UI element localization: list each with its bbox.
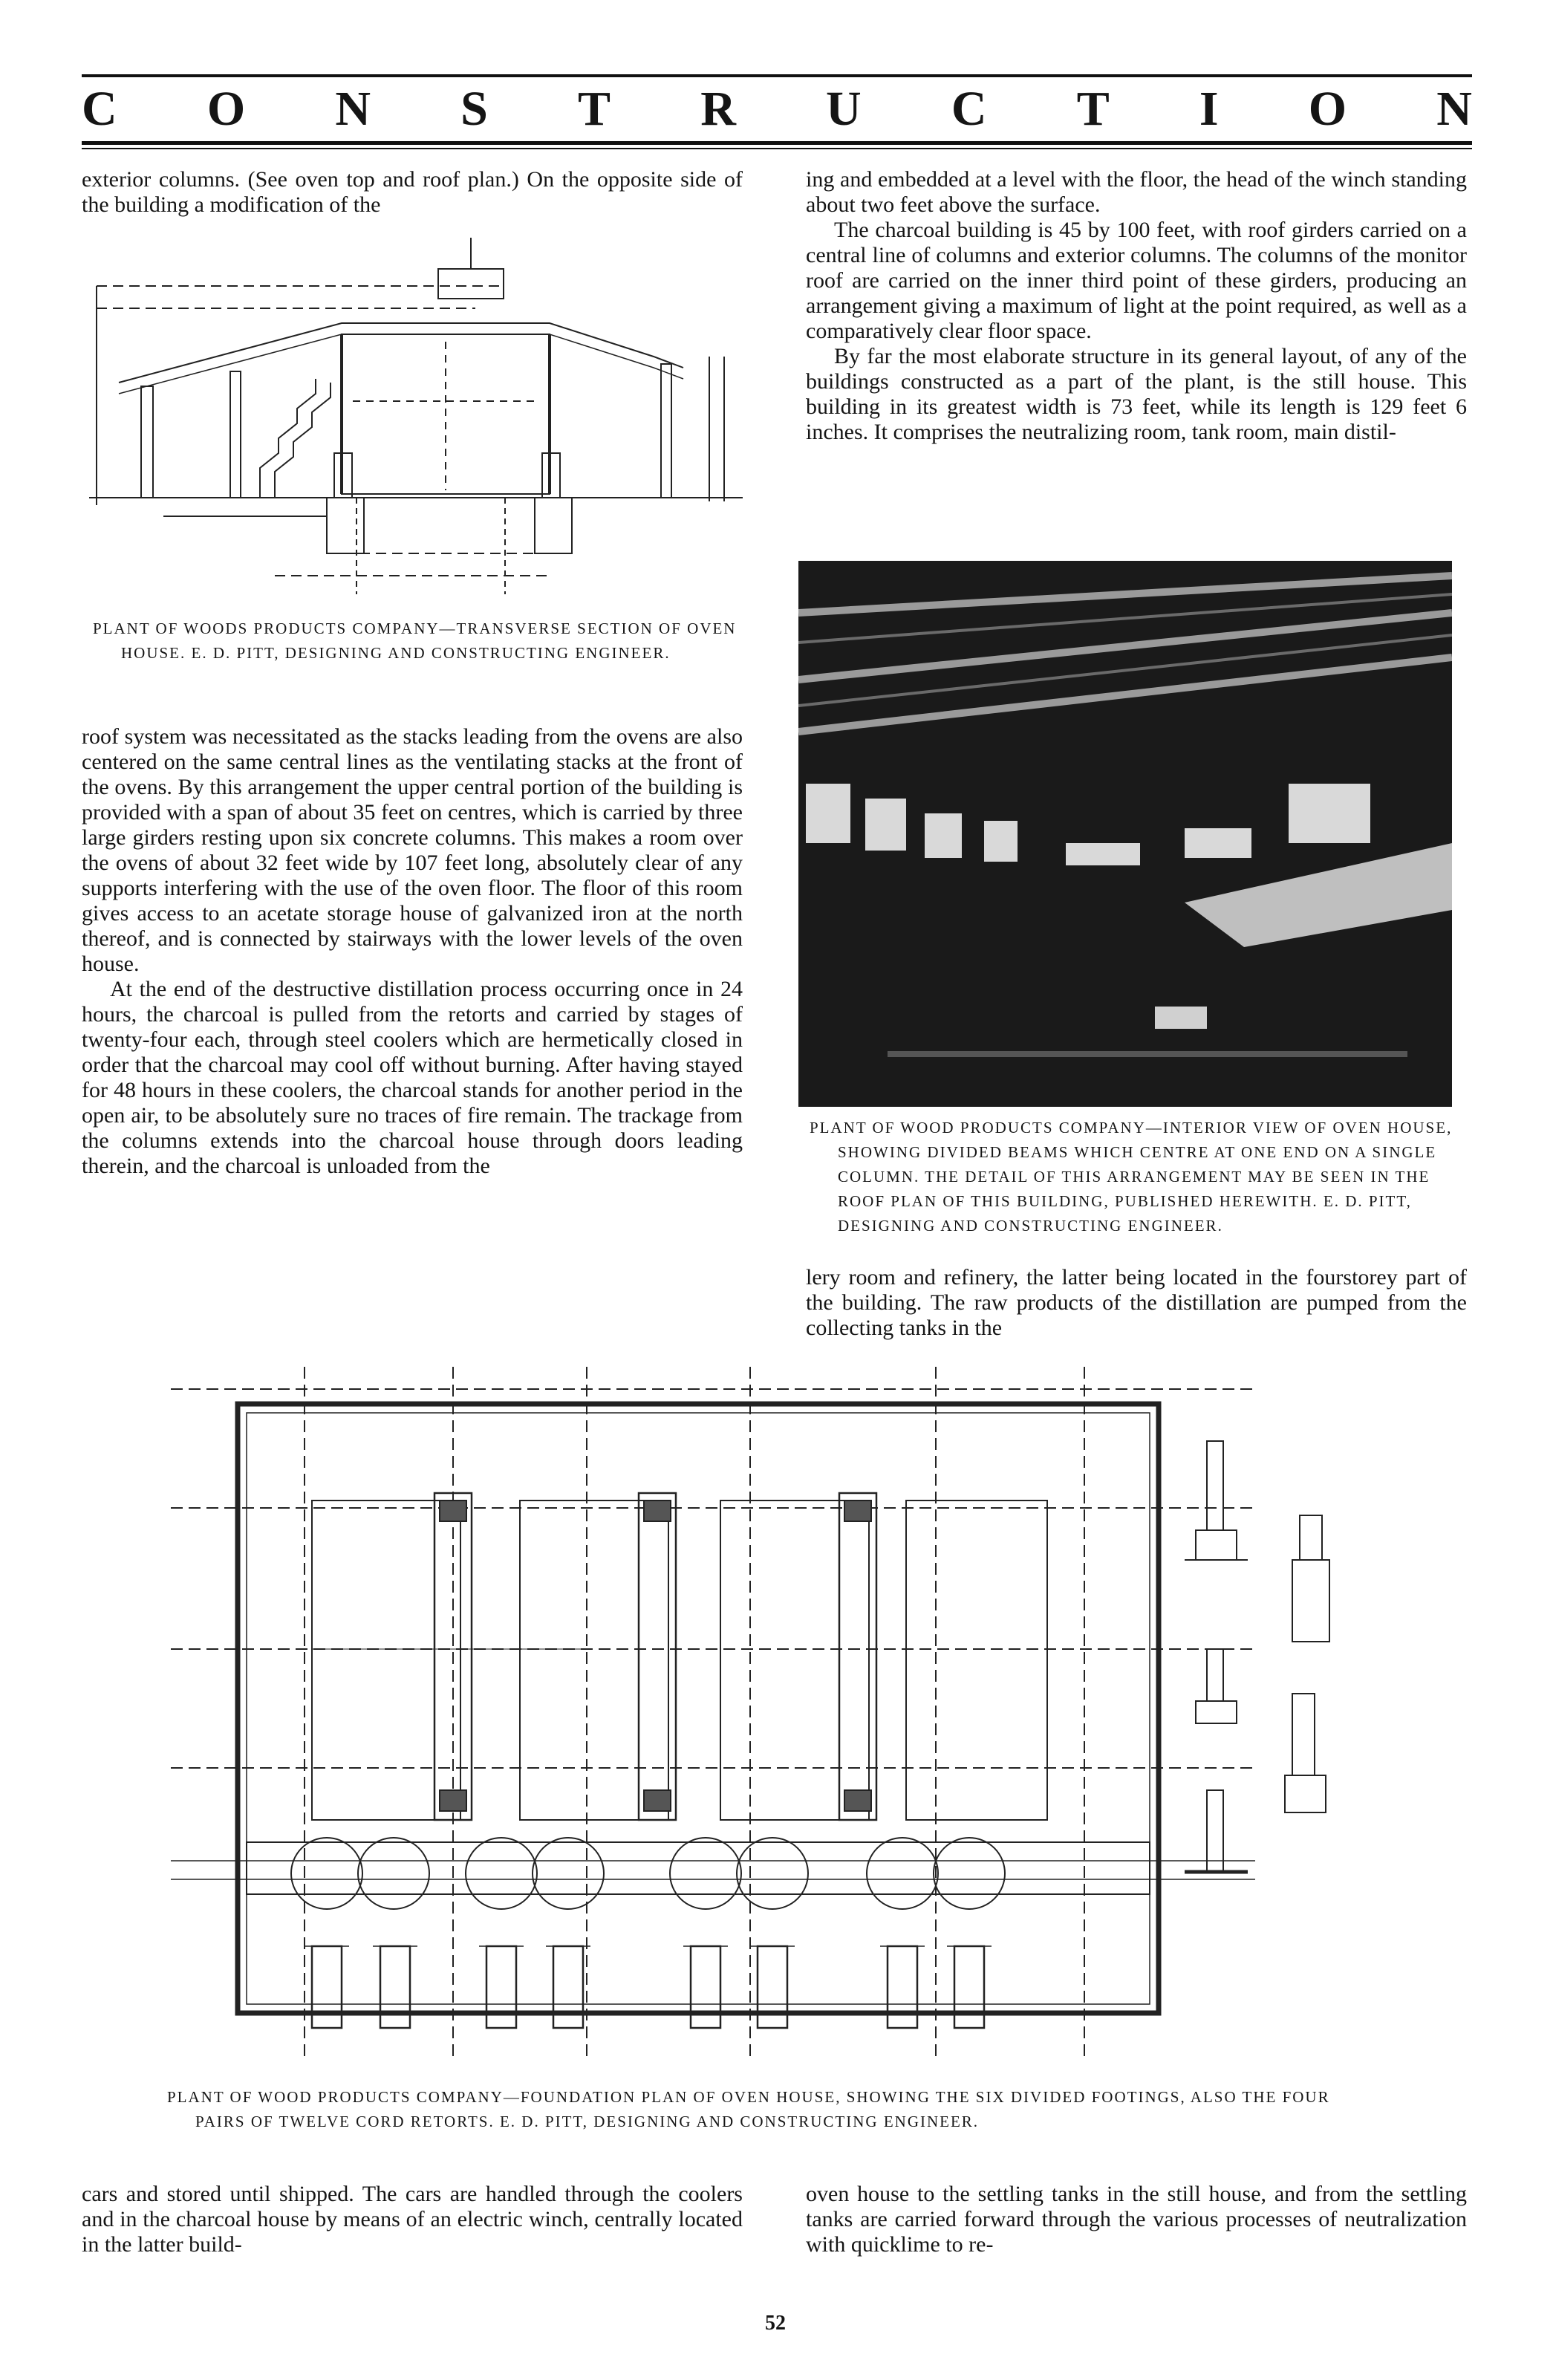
masthead-letter: T <box>1076 82 1110 136</box>
paragraph: The charcoal building is 45 by 100 feet, with roof girders carried on a central line of columns and exterior columns. The columns of the monitor roof are carried on the inner third point of these girders, producing an arrangement giving a maximum of light at the point required, as well as a comparatively clear floor space. <box>806 218 1467 343</box>
masthead-letter: U <box>826 82 862 136</box>
masthead-letter: N <box>1436 82 1472 136</box>
paragraph: cars and stored until shipped. The cars are handled through the coolers and in the charcoal house by means of an electric winch, centrally located in the latter build- <box>82 2182 743 2257</box>
masthead-letter: S <box>460 82 488 136</box>
bottom-left-column <box>82 2182 743 2257</box>
masthead-letter: O <box>206 82 246 136</box>
left-column-mid <box>82 724 743 1179</box>
paragraph: exterior columns. (See oven top and roof plan.) On the opposite side of the building a modification of the <box>82 167 743 217</box>
paragraph: ing and embedded at a level with the floor, the head of the winch standing about two feet above the surface. <box>806 167 1467 217</box>
figure-caption-section: PLANT OF WOODS PRODUCTS COMPANY—TRANSVERSE SECTION OF OVEN HOUSE. E. D. PITT, DESIGNING AND CONSTRUCTING ENGINEER. <box>93 620 737 662</box>
paragraph: At the end of the destructive distillation process occurring once in 24 hours, the charcoal is pulled from the retorts and carried by stages of twenty-four each, through steel coolers which are hermetically closed in order that the charcoal may cool off without burning. After having stayed for 48 hours in these coolers, the charcoal stands for another period in the open air, to be absolutely sure no traces of fire remain. The trackage from the columns extends into the charcoal house through doors leading therein, and the charcoal is unloaded from the <box>82 977 743 1178</box>
masthead-letter: R <box>700 82 736 136</box>
masthead-letter: C <box>951 82 987 136</box>
masthead-rule-thin <box>82 148 1472 149</box>
right-column-top <box>806 167 1467 445</box>
masthead-letter: I <box>1199 82 1219 136</box>
figure-caption-plan: PLANT OF WOOD PRODUCTS COMPANY—FOUNDATION PLAN OF OVEN HOUSE, SHOWING THE SIX DIVIDED FOOTINGS, ALSO THE FOUR PAIRS OF TWELVE CORD RETORTS. E. D. PITT, DESIGNING AND CONSTRUCTING ENGINEER. <box>167 2088 1330 2130</box>
masthead-letter: C <box>82 82 117 136</box>
masthead-letter: T <box>578 82 611 136</box>
paragraph: By far the most elaborate structure in its general layout, of any of the buildings constructed as a part of the plant, is the still house. This building in its greatest width is 73 feet, while its length is 129 feet 6 inches. It comprises the neutralizing room, tank room, main distil- <box>806 344 1467 444</box>
paragraph: roof system was necessitated as the stacks leading from the ovens are also centered on the same central lines as the ventilating stacks at the front of the ovens. By this arrangement the upper central portion of the building is provided with a span of about 35 feet on centres, which is carried by three large girders resting upon six concrete columns. This makes a room over the ovens of about 32 feet wide by 107 feet long, absolutely clear of any supports interfering with the use of the oven floor. The floor of this room gives access to an acetate storage house of galvanized iron at the north thereof, and is connected by stairways with the lower levels of the oven house. <box>82 724 743 976</box>
masthead-letter: N <box>335 82 371 136</box>
masthead <box>82 80 1472 138</box>
bottom-right-column <box>806 2182 1467 2257</box>
transverse-section-drawing <box>89 223 743 613</box>
masthead-rule-top <box>82 74 1472 77</box>
figure-caption-photo: PLANT OF WOOD PRODUCTS COMPANY—INTERIOR VIEW OF OVEN HOUSE, SHOWING DIVIDED BEAMS WHICH CENTRE AT ONE END ON A SINGLE COLUMN. THE DETAIL OF THIS ARRANGEMENT MAY BE SEEN IN THE ROOF PLAN OF THIS BUILDING, PUBLISHED HEREWITH. E. D. PITT, DESIGNING AND CONSTRUCTING ENGINEER. <box>810 1119 1453 1235</box>
paragraph: oven house to the settling tanks in the still house, and from the settling tanks are carried forward through the various processes of neutralization with quicklime to re- <box>806 2182 1467 2257</box>
paragraph: lery room and refinery, the latter being located in the fourstorey part of the building. The raw products of the distillation are pumped from the collecting tanks in the <box>806 1265 1467 1340</box>
page-number: 52 <box>765 2312 786 2335</box>
interior-photograph <box>798 561 1452 1107</box>
masthead-rule-bottom <box>82 141 1472 145</box>
right-column-mid <box>806 1265 1467 1341</box>
masthead-letter: O <box>1308 82 1347 136</box>
foundation-plan-drawing <box>171 1367 1344 2072</box>
left-column-top <box>82 167 743 218</box>
